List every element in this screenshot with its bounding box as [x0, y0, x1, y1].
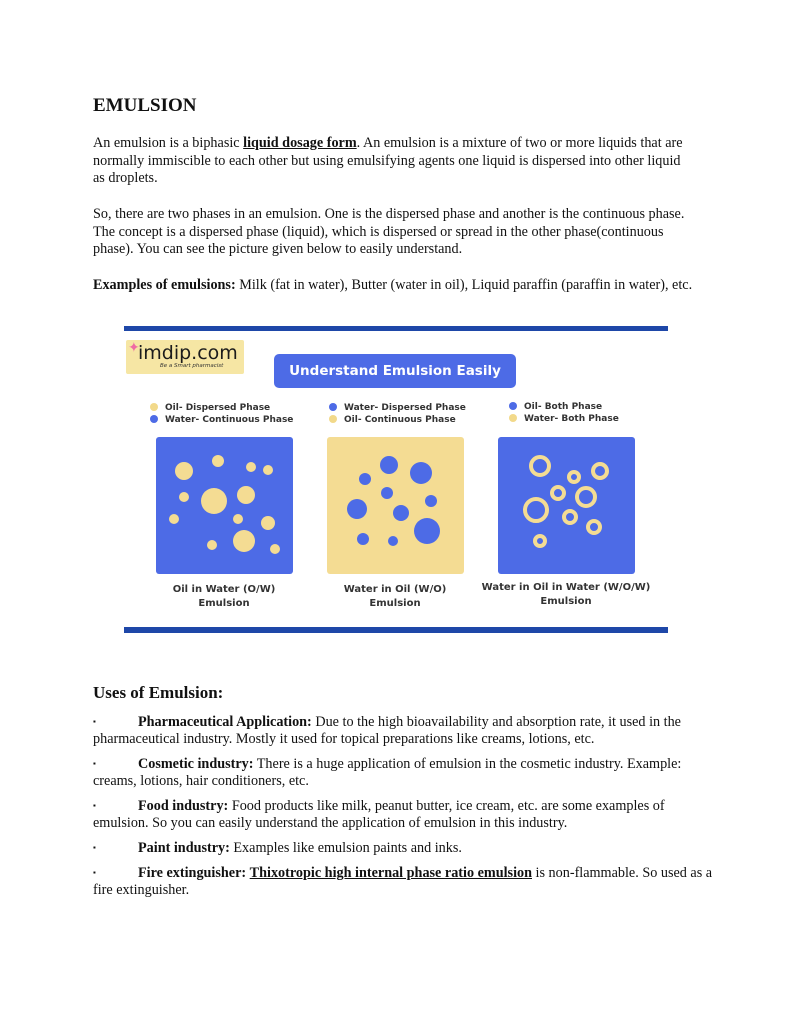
uses-heading: Uses of Emulsion: [93, 683, 224, 702]
infographic-banner: Understand Emulsion Easily [274, 354, 516, 388]
oil-dot-icon [509, 402, 517, 410]
legend-wo [329, 402, 466, 426]
top-rule [124, 326, 668, 331]
wo-emulsion-diagram [327, 437, 464, 574]
emulsion-infographic [124, 326, 668, 634]
list-item: ▪ Cosmetic industry: There is a huge application of emulsion in the cosmetic industry. Example: creams, lotions, hair conditioners, etc. [93, 756, 682, 789]
water-dot-icon [150, 415, 158, 423]
wow-emulsion-diagram [498, 437, 635, 574]
intro-paragraph [93, 135, 693, 188]
star-icon: ✦ [128, 341, 140, 356]
bottom-rule [124, 627, 668, 633]
phases-paragraph: So, there are two phases in an emulsion. One is the dispersed phase and another is the continuous phase. The concept is a dispersed phase (liquid), which is dispersed or spread in the other phase(continuous phase). You can see the picture given below to easily understand. [93, 206, 685, 257]
legend-item: Oil- Continuous Phase [329, 414, 466, 426]
legend-item: Water- Dispersed Phase [329, 402, 466, 414]
bullet-icon: ▪ [93, 759, 96, 768]
bullet-icon: ▪ [93, 843, 96, 852]
bullet-icon: ▪ [93, 801, 96, 810]
logo-tagline: Be a Smart pharmacist [160, 363, 224, 369]
logo [126, 340, 244, 374]
list-item: ▪ Paint industry: Examples like emulsion paints and inks. [93, 840, 462, 856]
legend-item: Oil- Both Phase [509, 401, 619, 413]
water-dot-icon [509, 414, 517, 422]
uses-list [93, 713, 713, 906]
legend-item: Oil- Dispersed Phase [150, 402, 293, 414]
list-item: ▪ Food industry: Food products like milk, peanut butter, ice cream, etc. are some examples of emulsion. So you can easily understand the application of emulsion in this industry. [93, 798, 665, 831]
wow-droplets [498, 437, 635, 574]
thixotropic-emulsion-link[interactable]: Thixotropic high internal phase ratio emulsion [249, 865, 532, 881]
intro-text-start: An emulsion is a biphasic [93, 135, 244, 151]
legend-item: Water- Continuous Phase [150, 414, 293, 426]
list-item: ▪ Pharmaceutical Application: Due to the high bioavailability and absorption rate, it used in the pharmaceutical industry. Mostly it used for topical preparations like creams, lotions, etc. [93, 714, 681, 747]
logo-text: imdip.com [138, 342, 238, 364]
examples-text: Milk (fat in water), Butter (water in oil), Liquid paraffin (paraffin in water), etc. [235, 277, 693, 293]
page-title: EMULSION [93, 95, 197, 116]
bullet-icon: ▪ [93, 717, 96, 726]
legend-wow [509, 401, 619, 425]
liquid-dosage-form-link[interactable]: liquid dosage form [243, 135, 357, 151]
ow-droplets [156, 437, 293, 574]
water-dot-icon [329, 403, 337, 411]
list-item: ▪ Fire extinguisher: Thixotropic high internal phase ratio emulsion is non-flammable. So used as a fire extinguisher. [93, 865, 713, 898]
legend-ow [150, 402, 293, 426]
oil-dot-icon [329, 415, 337, 423]
bullet-icon: ▪ [93, 868, 96, 877]
ow-emulsion-diagram [156, 437, 293, 574]
legend-item: Water- Both Phase [509, 413, 619, 425]
examples-label: Examples of emulsions: [93, 277, 236, 293]
wo-caption: Water in Oil (W/O) Emulsion [343, 584, 447, 609]
ow-caption: Oil in Water (O/W) Emulsion [172, 584, 276, 609]
wow-caption: Water in Oil in Water (W/O/W) Emulsion [481, 582, 651, 607]
wo-droplets [327, 437, 464, 574]
oil-dot-icon [150, 403, 158, 411]
examples-paragraph [93, 277, 693, 295]
intro-text-end: . An emulsion is a mixture of two or more liquids that are normally immiscible to each other but using emulsifying agents one liquid is dispersed into other liquid as droplets. [93, 135, 683, 186]
